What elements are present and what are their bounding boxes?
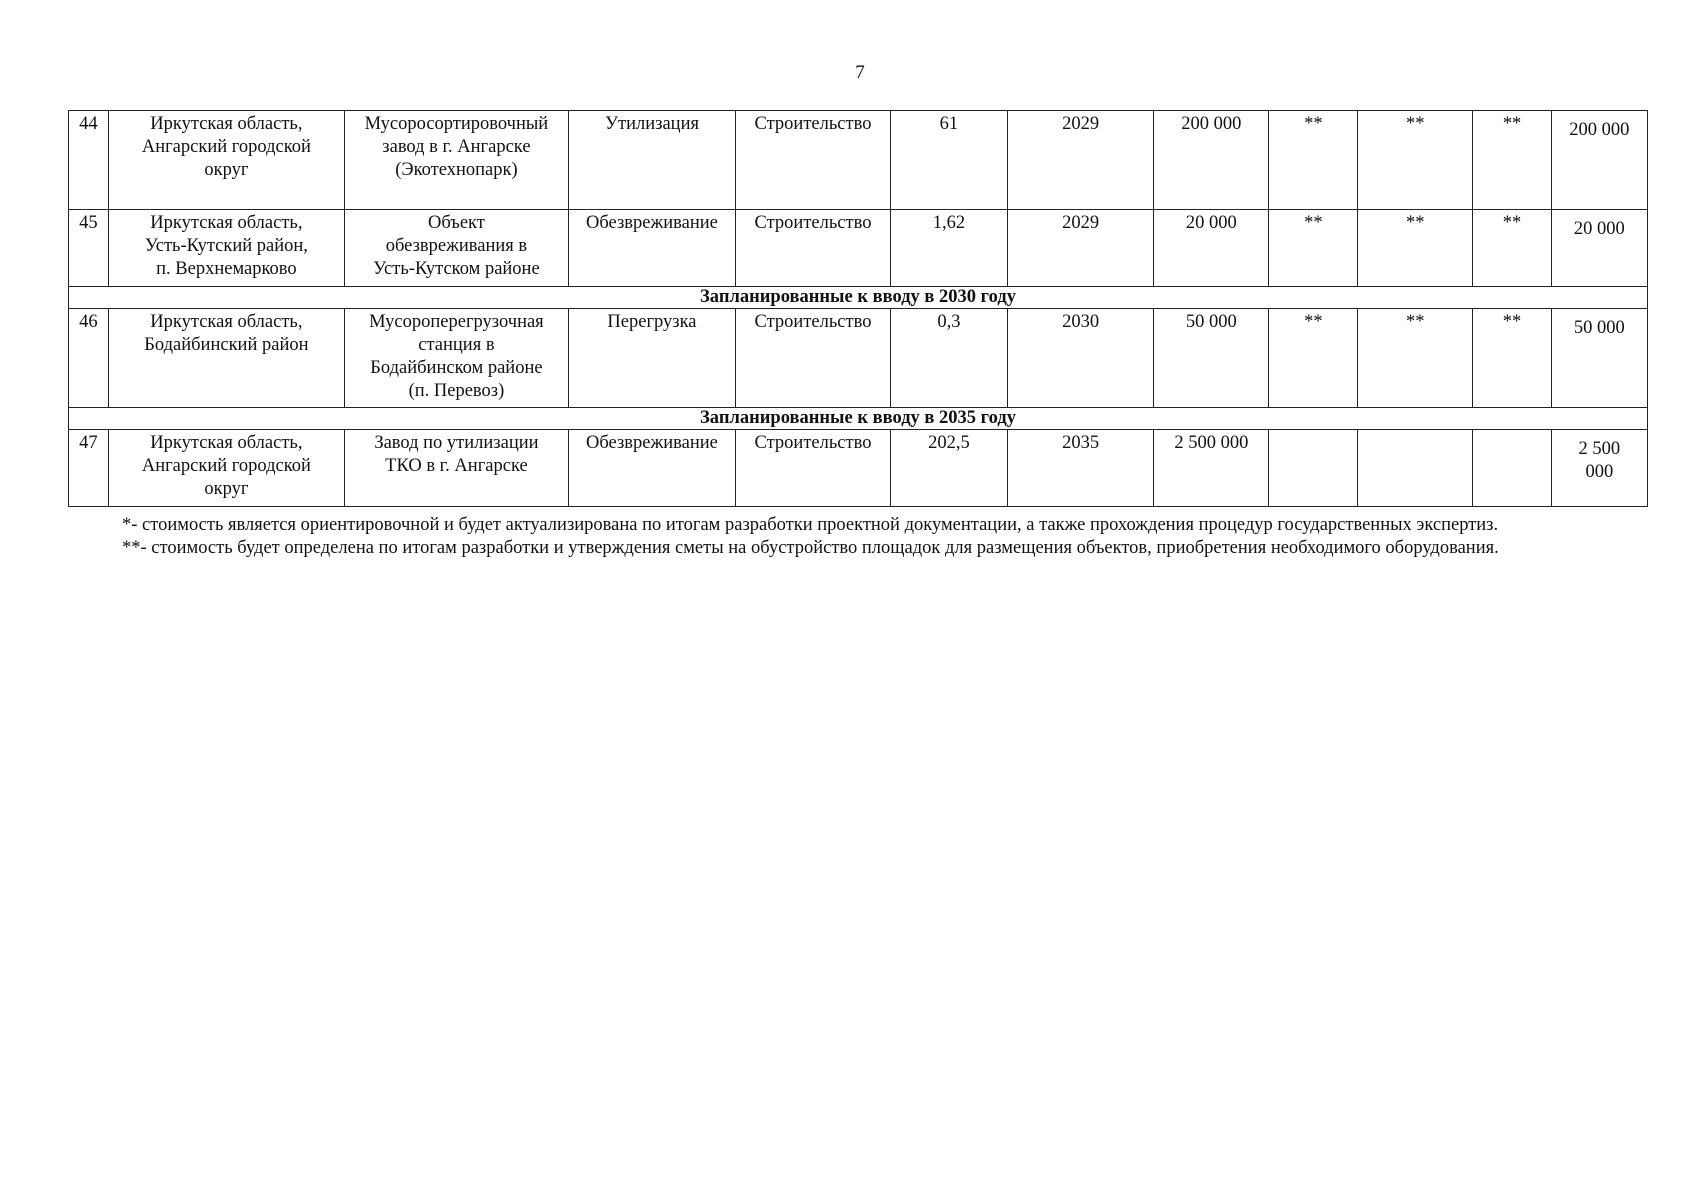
cost-col-1 [1269, 430, 1358, 507]
cost-cell: 20 000 [1154, 210, 1269, 287]
cost-cell: 200 000 [1154, 111, 1269, 210]
cost-col-2: ** [1358, 210, 1473, 287]
purpose-cell: Обезвреживание [568, 210, 735, 287]
cost-col-2 [1358, 430, 1473, 507]
purpose-cell: Утилизация [568, 111, 735, 210]
object-cell: Мусоросортировочный завод в г. Ангарске (Экотехнопарк) [345, 111, 569, 210]
section-header-row [69, 408, 1648, 430]
object-cell: Объект обезвреживания в Усть-Кутском районе [345, 210, 569, 287]
total-cell: 2 500 000 [1551, 430, 1647, 507]
cost-col-2: ** [1358, 111, 1473, 210]
capacity-cell: 1,62 [890, 210, 1007, 287]
location-cell: Иркутская область, Ангарский городской округ [108, 111, 344, 210]
work-type-cell: Строительство [736, 111, 891, 210]
page-number: 7 [855, 62, 865, 83]
year-cell: 2029 [1007, 210, 1153, 287]
cost-cell: 2 500 000 [1154, 430, 1269, 507]
table-row [69, 111, 1648, 210]
capacity-cell: 61 [890, 111, 1007, 210]
work-type-cell: Строительство [736, 430, 891, 507]
section-header-2035: Запланированные к вводу в 2035 году [69, 408, 1648, 430]
capacity-cell: 202,5 [890, 430, 1007, 507]
total-cell: 20 000 [1551, 210, 1647, 287]
object-cell: Мусороперегрузочная станция в Бодайбинском районе (п. Перевоз) [345, 309, 569, 408]
row-number: 44 [69, 111, 109, 210]
row-number: 45 [69, 210, 109, 287]
footnote-2: **- стоимость будет определена по итогам разработки и утверждения сметы на обустройство площадок для размещения объектов, приобретения необходимого оборудования. [122, 538, 1499, 558]
object-cell: Завод по утилизации ТКО в г. Ангарске [345, 430, 569, 507]
cost-col-1: ** [1269, 111, 1358, 210]
location-cell: Иркутская область, Усть-Кутский район, п. Верхнемарково [108, 210, 344, 287]
year-cell: 2030 [1007, 309, 1153, 408]
work-type-cell: Строительство [736, 210, 891, 287]
row-number: 47 [69, 430, 109, 507]
footnote-1: *- стоимость является ориентировочной и будет актуализирована по итогам разработки проектной документации, а также прохождения процедур государственных экспертиз. [122, 515, 1499, 535]
facilities-table [68, 110, 1648, 507]
footnotes [122, 514, 1606, 560]
capacity-cell: 0,3 [890, 309, 1007, 408]
cost-col-2: ** [1358, 309, 1473, 408]
table-row [69, 309, 1648, 408]
location-cell: Иркутская область, Бодайбинский район [108, 309, 344, 408]
section-header-2030: Запланированные к вводу в 2030 году [69, 287, 1648, 309]
cost-col-3: ** [1473, 111, 1551, 210]
year-cell: 2029 [1007, 111, 1153, 210]
total-cell: 50 000 [1551, 309, 1647, 408]
cost-col-3 [1473, 430, 1551, 507]
purpose-cell: Обезвреживание [568, 430, 735, 507]
cost-cell: 50 000 [1154, 309, 1269, 408]
total-cell: 200 000 [1551, 111, 1647, 210]
row-number: 46 [69, 309, 109, 408]
cost-col-3: ** [1473, 210, 1551, 287]
section-header-row [69, 287, 1648, 309]
work-type-cell: Строительство [736, 309, 891, 408]
location-cell: Иркутская область, Ангарский городской округ [108, 430, 344, 507]
purpose-cell: Перегрузка [568, 309, 735, 408]
year-cell: 2035 [1007, 430, 1153, 507]
cost-col-1: ** [1269, 309, 1358, 408]
table-row [69, 210, 1648, 287]
cost-col-3: ** [1473, 309, 1551, 408]
table-row [69, 430, 1648, 507]
cost-col-1: ** [1269, 210, 1358, 287]
